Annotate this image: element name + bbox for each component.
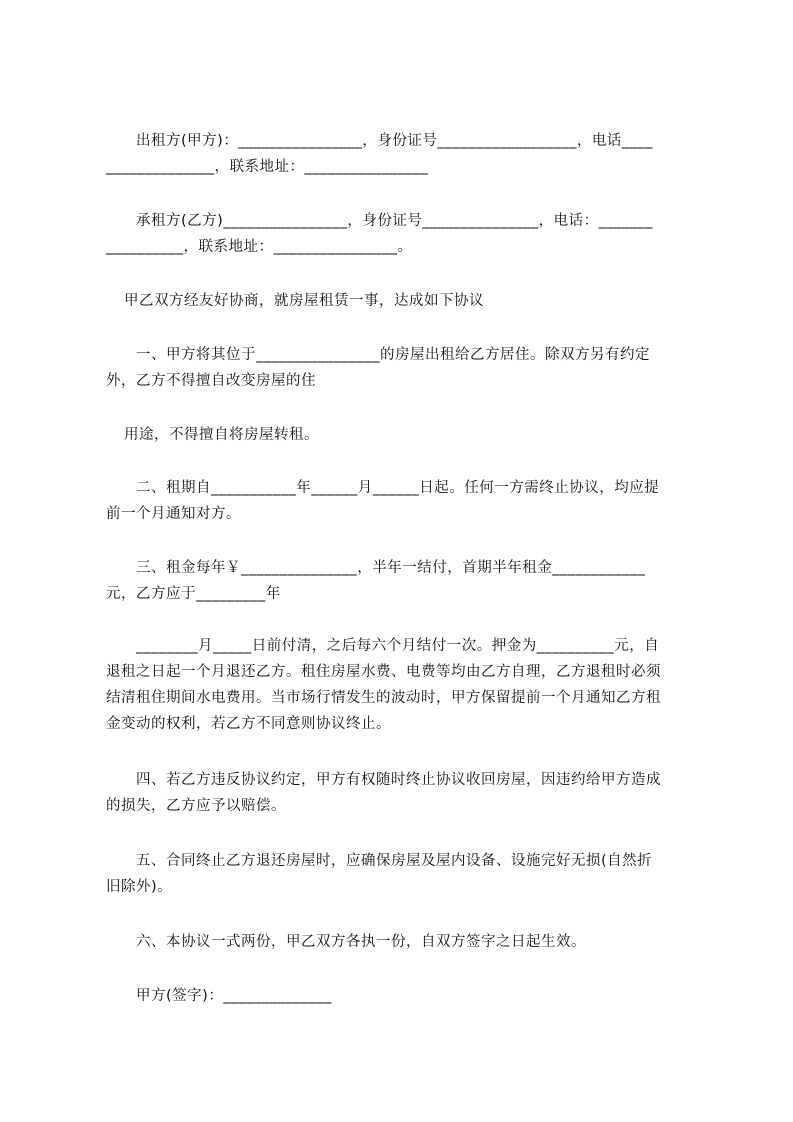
paragraph-clause-3 [106,555,702,607]
text-line: 用途，不得擅自将房屋转租。 [124,427,319,443]
paragraph-intro [106,288,702,314]
paragraph-clause-3-cont [106,633,702,737]
text-line: 外，乙方不得擅自改变房屋的住 [106,373,316,389]
text-line: ________月_____日前付清，之后每六个月结付一次。押金为__________元，自 [136,638,660,654]
text-line: 甲乙双方经友好协商，就房屋租赁一事，达成如下协议 [124,293,484,309]
text-line: 三、租金每年￥_______________，半年一结付，首期半年租金____________ [136,560,646,576]
text-line: 承租方(乙方)________________，身份证号_______________，电话：_______ [136,213,653,229]
paragraph-clause-1-cont [106,422,702,448]
text-line: 元，乙方应于_________年 [106,586,281,602]
paragraph-lessee-info [106,208,702,260]
signature-party-a [106,983,702,1009]
text-line: 旧除外)。 [106,879,173,895]
text-line: 的损失，乙方应予以赔偿。 [106,798,286,814]
paragraph-clause-5 [106,848,702,900]
paragraph-clause-2 [106,475,702,527]
text-line: 二、租期自___________年______月______日起。任何一方需终止协议，均应提 [136,480,660,496]
text-line: 六、本协议一式两份，甲乙双方各执一份，自双方签字之日起生效。 [136,934,586,950]
text-line: 一、甲方将其位于________________的房屋出租给乙方居住。除双方另有约定 [136,347,650,363]
text-line: 结清租住期间水电费用。当市场行情发生的波动时，甲方保留提前一个月通知乙方租 [106,690,661,706]
text-line: 出租方(甲方)：________________，身份证号__________________，电话____ [136,133,653,149]
paragraph-clause-4 [106,767,702,819]
text-line: 五、合同终止乙方退还房屋时，应确保房屋及屋内设备、设施完好无损(自然折 [136,853,653,869]
text-line: 金变动的权利，若乙方不同意则协议终止。 [106,716,391,732]
text-line: 甲方(签字)：______________ [136,988,332,1004]
paragraph-lessor-info [106,128,702,180]
text-line: __________，联系地址：________________。 [106,239,413,255]
paragraph-clause-6 [106,929,702,955]
paragraph-clause-1 [106,342,702,394]
text-line: 前一个月通知对方。 [106,506,241,522]
text-line: 退租之日起一个月退还乙方。租住房屋水费、电费等均由乙方自理，乙方退租时必须 [106,664,661,680]
text-line: ______________，联系地址：________________ [106,159,429,175]
text-line: 四、若乙方违反协议约定，甲方有权随时终止协议收回房屋，因违约给甲方造成 [136,772,661,788]
